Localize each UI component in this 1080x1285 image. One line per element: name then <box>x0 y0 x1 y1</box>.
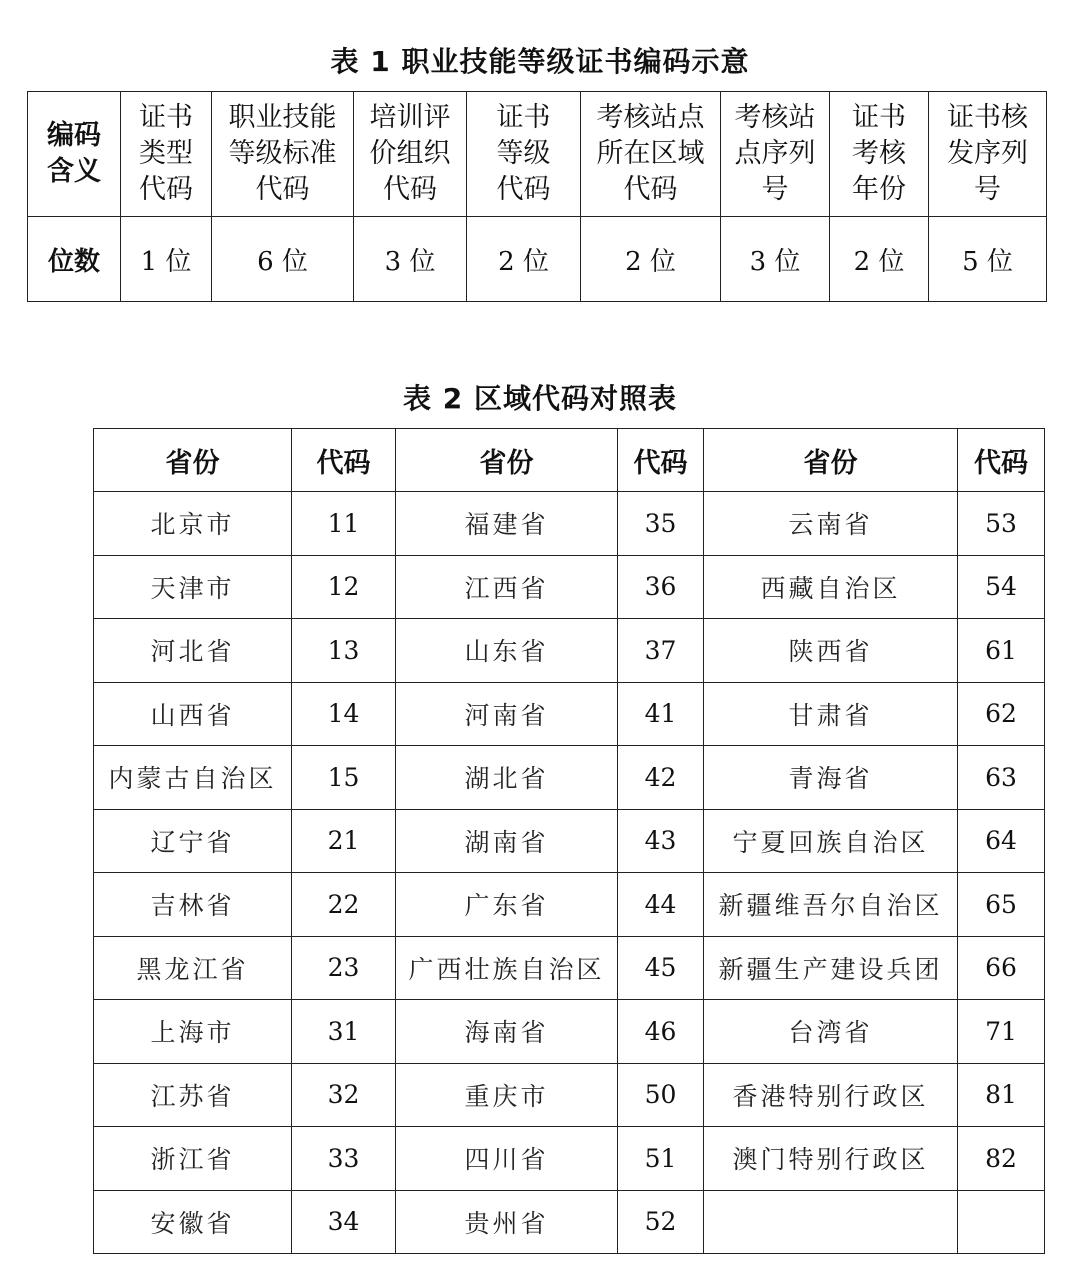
code-cell: 53 <box>958 492 1045 556</box>
province-cell: 湖北省 <box>396 746 618 810</box>
province-cell: 重庆市 <box>396 1063 618 1127</box>
header-code: 代码 <box>292 429 396 492</box>
code-cell: 34 <box>292 1190 396 1254</box>
header-code-meaning: 编码 含义 <box>28 92 121 217</box>
header-cert-type-code: 证书 类型 代码 <box>121 92 212 217</box>
digits-cell: 2 位 <box>581 217 721 302</box>
header-issue-serial: 证书核 发序列 号 <box>929 92 1047 217</box>
province-cell: 江西省 <box>396 555 618 619</box>
province-cell <box>704 1190 958 1254</box>
code-cell: 71 <box>958 1000 1045 1064</box>
table-row <box>94 873 1045 937</box>
digits-cell: 5 位 <box>929 217 1047 302</box>
code-cell: 54 <box>958 555 1045 619</box>
province-cell: 湖南省 <box>396 809 618 873</box>
province-cell: 福建省 <box>396 492 618 556</box>
province-cell: 广西壮族自治区 <box>396 936 618 1000</box>
province-cell: 香港特别行政区 <box>704 1063 958 1127</box>
digits-cell: 1 位 <box>121 217 212 302</box>
code-cell: 22 <box>292 873 396 937</box>
province-cell: 河北省 <box>94 619 292 683</box>
code-cell: 45 <box>618 936 704 1000</box>
table2-caption: 表 2 区域代码对照表 <box>403 382 677 415</box>
province-cell: 甘肃省 <box>704 682 958 746</box>
code-cell: 37 <box>618 619 704 683</box>
code-cell: 43 <box>618 809 704 873</box>
province-cell: 云南省 <box>704 492 958 556</box>
province-cell: 海南省 <box>396 1000 618 1064</box>
code-cell: 66 <box>958 936 1045 1000</box>
code-cell: 82 <box>958 1127 1045 1191</box>
table-row <box>94 809 1045 873</box>
province-cell: 浙江省 <box>94 1127 292 1191</box>
table-row <box>94 1000 1045 1064</box>
code-cell: 64 <box>958 809 1045 873</box>
province-cell: 新疆生产建设兵团 <box>704 936 958 1000</box>
header-province: 省份 <box>94 429 292 492</box>
header-skill-standard-code: 职业技能 等级标准 代码 <box>212 92 354 217</box>
province-cell: 黑龙江省 <box>94 936 292 1000</box>
digits-cell: 6 位 <box>212 217 354 302</box>
code-cell: 81 <box>958 1063 1045 1127</box>
code-cell: 41 <box>618 682 704 746</box>
province-cell: 西藏自治区 <box>704 555 958 619</box>
table-row <box>94 936 1045 1000</box>
code-cell: 23 <box>292 936 396 1000</box>
code-cell: 51 <box>618 1127 704 1191</box>
province-cell: 陕西省 <box>704 619 958 683</box>
province-cell: 上海市 <box>94 1000 292 1064</box>
region-code-table <box>93 428 1045 1254</box>
header-code: 代码 <box>618 429 704 492</box>
code-cell: 44 <box>618 873 704 937</box>
table-row <box>94 682 1045 746</box>
code-cell: 21 <box>292 809 396 873</box>
code-cell: 63 <box>958 746 1045 810</box>
header-exam-year: 证书 考核 年份 <box>830 92 929 217</box>
code-cell: 35 <box>618 492 704 556</box>
header-site-serial: 考核站 点序列 号 <box>721 92 830 217</box>
digits-cell: 2 位 <box>467 217 581 302</box>
table-row <box>94 746 1045 810</box>
province-cell: 台湾省 <box>704 1000 958 1064</box>
digits-cell: 3 位 <box>354 217 467 302</box>
header-cert-level-code: 证书 等级 代码 <box>467 92 581 217</box>
province-cell: 山西省 <box>94 682 292 746</box>
code-cell: 31 <box>292 1000 396 1064</box>
province-cell: 安徽省 <box>94 1190 292 1254</box>
header-province: 省份 <box>396 429 618 492</box>
header-training-org-code: 培训评 价组织 代码 <box>354 92 467 217</box>
code-cell: 62 <box>958 682 1045 746</box>
code-cell: 12 <box>292 555 396 619</box>
code-cell: 11 <box>292 492 396 556</box>
header-code: 代码 <box>958 429 1045 492</box>
code-cell: 32 <box>292 1063 396 1127</box>
province-cell: 宁夏回族自治区 <box>704 809 958 873</box>
table-row <box>94 555 1045 619</box>
table-row <box>94 1190 1045 1254</box>
code-cell: 50 <box>618 1063 704 1127</box>
digits-cell: 3 位 <box>721 217 830 302</box>
code-cell: 36 <box>618 555 704 619</box>
province-cell: 辽宁省 <box>94 809 292 873</box>
province-cell: 吉林省 <box>94 873 292 937</box>
province-cell: 内蒙古自治区 <box>94 746 292 810</box>
code-cell: 14 <box>292 682 396 746</box>
code-cell: 65 <box>958 873 1045 937</box>
province-cell: 广东省 <box>396 873 618 937</box>
code-cell: 61 <box>958 619 1045 683</box>
certificate-code-table <box>27 91 1047 302</box>
province-cell: 四川省 <box>396 1127 618 1191</box>
table1-caption: 表 1 职业技能等级证书编码示意 <box>330 45 750 78</box>
province-cell: 澳门特别行政区 <box>704 1127 958 1191</box>
province-cell: 北京市 <box>94 492 292 556</box>
header-province: 省份 <box>704 429 958 492</box>
table2-body <box>94 492 1045 1254</box>
table-row <box>94 1063 1045 1127</box>
table1-header-row <box>28 92 1047 217</box>
province-cell: 天津市 <box>94 555 292 619</box>
province-cell: 青海省 <box>704 746 958 810</box>
province-cell: 江苏省 <box>94 1063 292 1127</box>
row-label-digits: 位数 <box>28 217 121 302</box>
province-cell: 山东省 <box>396 619 618 683</box>
table-row <box>94 619 1045 683</box>
code-cell: 13 <box>292 619 396 683</box>
header-region-code: 考核站点 所在区域 代码 <box>581 92 721 217</box>
code-cell <box>958 1190 1045 1254</box>
code-cell: 46 <box>618 1000 704 1064</box>
digits-cell: 2 位 <box>830 217 929 302</box>
code-cell: 33 <box>292 1127 396 1191</box>
province-cell: 新疆维吾尔自治区 <box>704 873 958 937</box>
province-cell: 河南省 <box>396 682 618 746</box>
code-cell: 42 <box>618 746 704 810</box>
table-row <box>94 492 1045 556</box>
table-row <box>94 1127 1045 1191</box>
code-cell: 52 <box>618 1190 704 1254</box>
table1-digits-row <box>28 217 1047 302</box>
table2-header-row <box>94 429 1045 492</box>
province-cell: 贵州省 <box>396 1190 618 1254</box>
code-cell: 15 <box>292 746 396 810</box>
